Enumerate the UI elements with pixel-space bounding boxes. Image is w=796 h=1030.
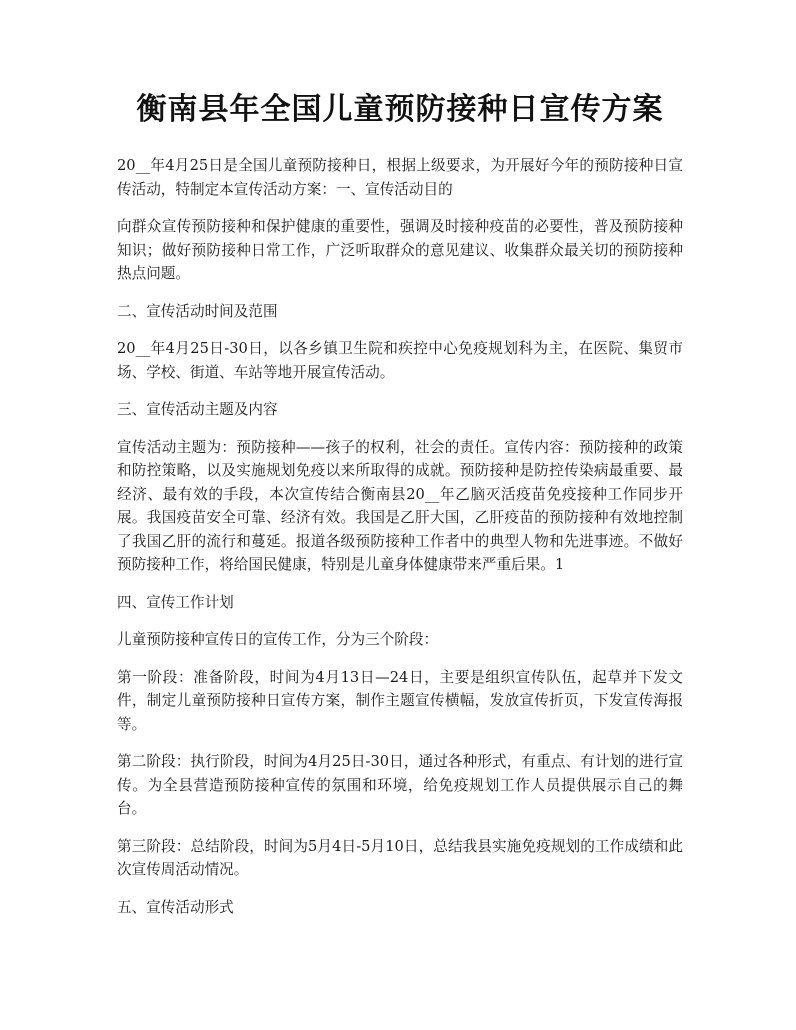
paragraph-stage-one: 第一阶段：准备阶段，时间为4月13日—24日，主要是组织宣传队伍，起草并下发文件，制定儿童预防接种日宣传方案，制作主题宣传横幅，发放宣传折页，下发宣传海报等。 <box>117 668 683 733</box>
section-heading-work-plan: 四、宣传工作计划 <box>117 593 234 611</box>
section-heading-theme-content: 三、宣传活动主题及内容 <box>117 401 278 418</box>
paragraph-theme-content: 宣传活动主题为：预防接种——孩子的权利，社会的责任。宣传内容：预防接种的政策和防控策略，以及实施规划免疫以来所取得的成就。预防接种是防控传染病最重要、最经济、最有效的手段，本次宣传结合衡南县20__年乙脑灭活疫苗免疫接种工作同步开展。我国疫苗安全可靠、经济有效。我国是乙肝大国，乙肝疫苗的预防接种有效地控制了我国乙肝的流行和蔓延。报道各级预防接种工作者中的典型人物和先进事迹。不做好预防接种工作，将给国民健康，特别是儿童身体健康带来严重后果。1 <box>117 438 683 573</box>
section-heading-time-scope: 二、宣传活动时间及范围 <box>117 302 278 320</box>
document-title: 衡南县年全国儿童预防接种日宣传方案 <box>136 92 664 127</box>
paragraph-work-plan-intro: 儿童预防接种宣传日的宣传工作，分为三个阶段： <box>117 631 439 648</box>
paragraph-time-scope: 20__年4月25日-30日，以各乡镇卫生院和疾控中心免疫规划科为主，在医院、集贸市场、学校、街道、车站等地开展宣传活动。 <box>117 340 683 381</box>
section-heading-activity-forms: 五、宣传活动形式 <box>117 898 234 916</box>
paragraph-stage-three: 第三阶段：总结阶段，时间为5月4日-5月10日，总结我县实施免疫规划的工作成绩和此次宣传周活动情况。 <box>117 837 683 878</box>
paragraph-intro: 20__年4月25日是全国儿童预防接种日，根据上级要求，为开展好今年的预防接种日宣传活动，特制定本宣传活动方案：一、宣传活动目的 <box>117 157 683 198</box>
paragraph-purpose: 向群众宣传预防接种和保护健康的重要性，强调及时接种疫苗的必要性，普及预防接种知识；做好预防接种日常工作，广泛听取群众的意见建议、收集群众最关切的预防接种热点问题。 <box>117 218 683 282</box>
paragraph-stage-two: 第二阶段：执行阶段，时间为4月25日-30日，通过各种形式，有重点、有计划的进行宣传。为全县营造预防接种宣传的氛围和环境，给免疫规划工作人员提供展示自己的舞台。 <box>117 753 683 817</box>
document-page <box>117 88 683 933</box>
